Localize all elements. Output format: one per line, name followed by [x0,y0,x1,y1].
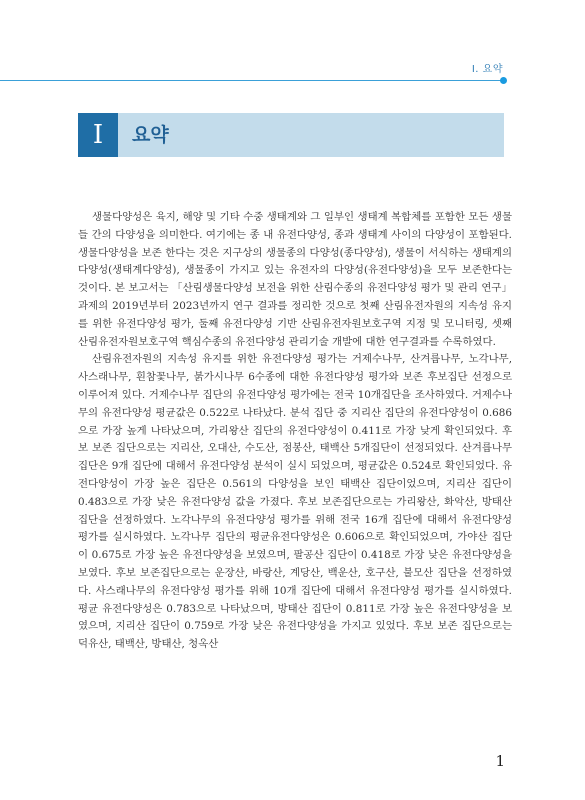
chapter-title: 요약 [132,124,169,146]
page-number: 1 [495,752,505,770]
header-rule [0,80,504,81]
body-text [78,209,512,654]
chapter-banner [78,113,504,157]
chapter-number-box: Ⅰ [78,113,118,157]
header-dot-marker [500,77,507,84]
body-paragraph-1: 생물다양성은 육지, 해양 및 기타 수중 생태계와 그 일부인 생태계 복합체를 포함한 모든 생물들 간의 다양성을 의미한다. 여기에는 종 내 유전다양성, 종과 생태계 사이의 다양성이 포함된다. 생물다양성을 보존 한다는 것은 지구상의 생물종의 다양성(종다양성), 생물이 서식하는 생태계의 다양성(생태계다양성), 생물종이 가지고 있는 유전자의 다양성(유전다양성)을 모두 보존한다는 것이다. 본 보고서는 「산림생물다양성 보전을 위한 산림수종의 유전다양성 평가 및 관리 연구」 과제의 2019년부터 2023년까지 연구 결과를 정리한 것으로 첫째 산림유전자원의 지속성 유지를 위한 유전다양성 평가, 둘째 유전다양성 기반 산림유전자원보호구역 지정 및 모니터링, 셋째 산림유전자원보호구역 핵심수종의 유전다양성 관리기술 개발에 대한 연구결과를 수록하였다. [78,211,512,348]
body-paragraph-2: 산림유전자원의 지속성 유지를 위한 유전다양성 평가는 거제수나무, 산겨릅나무, 노각나무, 사스래나무, 흰참꽃나무, 붉가시나무 6수종에 대한 유전다양성 평가와 보존 후보집단 선정으로 이루어져 있다. 거제수나무 집단의 유전다양성 평가에는 전국 10개집단을 조사하였다. 거제수나무의 유전다양성 평균값은 0.522로 나타났다. 분석 집단 중 지리산 집단의 유전다양성이 0.686으로 가장 높게 나타났으며, 가리왕산 집단의 유전다양성이 0.411로 가장 낮게 확인되었다. 후보 보존 집단으로는 지리산, 오대산, 수도산, 점봉산, 태백산 5개집단이 선정되었다. 산겨릅나무 집단은 9개 집단에 대해서 유전다양성 분석이 실시 되었으며, 평균값은 0.524로 확인되었다. 유전다양성이 가장 높은 집단은 0.561의 다양성을 보인 태백산 집단이었으며, 지리산 집단이 0.483으로 가장 낮은 유전다양성 값을 가졌다. 후보 보존집단으로는 가리왕산, 화악산, 방태산 집단을 선정하였다. 노각나무의 유전다양성 평가를 위해 전국 16개 집단에 대해서 유전다양성 평가를 실시하였다. 노각나무 집단의 평균유전다양성은 0.606으로 확인되었으며, 가야산 집단이 0.675로 가장 높은 유전다양성을 보였으며, 팔공산 집단이 0.418로 가장 낮은 유전다양성을 보였다. 후보 보존집단으로는 운장산, 바랑산, 계당산, 백운산, 호구산, 불모산 집단을 선정하였다. 사스래나무의 유전다양성 평가를 위해 10개 집단에 대해서 유전다양성 평가를 실시하였다. 평균 유전다양성은 0.783으로 나타났으며, 방태산 집단이 0.811로 가장 높은 유전다양성을 보였으며, 지리산 집단이 0.759로 가장 낮은 유전다양성을 가지고 있었다. 후보 보존 집단으로는 덕유산, 태백산, 방태산, 청옥산 [78,353,512,651]
header-section-label: Ⅰ. 요약 [471,64,503,75]
